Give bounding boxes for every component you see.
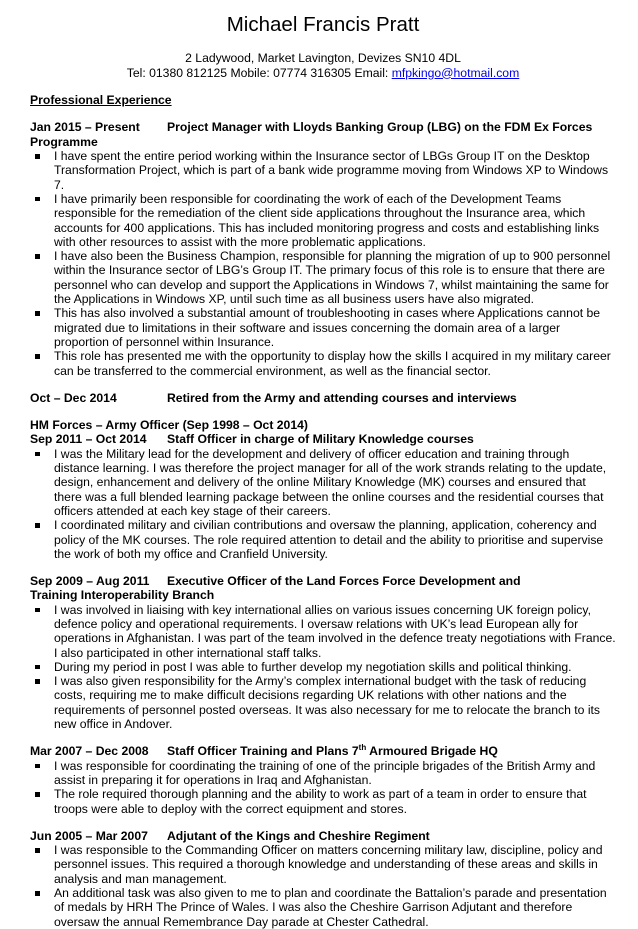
- cv-name: Michael Francis Pratt: [226, 13, 420, 36]
- job-heading: [30, 574, 616, 588]
- job-bullets: [30, 759, 616, 816]
- job-entry: [30, 829, 616, 929]
- job-date: Oct – Dec 2014: [30, 390, 117, 405]
- section-title: Professional Experience: [30, 93, 172, 108]
- job-bullets: [30, 447, 616, 561]
- contact-line: [30, 66, 616, 81]
- job-date: Sep 2011 – Oct 2014: [30, 432, 147, 447]
- job-title: Executive Officer of the Land Forces Force Development and: [167, 574, 521, 589]
- cv-page: [30, 12, 616, 929]
- job-entry: [30, 391, 616, 405]
- job-heading: [30, 391, 616, 405]
- job-entry: [30, 744, 616, 815]
- job-heading: [30, 432, 616, 446]
- bullet-item: I was also given responsibility for the Army’s complex international budget with the task of reducing costs, requiring me to make difficult decisions regarding UK relations with other nations and the requirements of personnel posted overseas. It was also necessary for me to relocate the branch to its new office in Andover.: [30, 674, 616, 731]
- job-heading: [30, 744, 616, 758]
- bullet-item: The role required thorough planning and the ability to work as part of a team in order to ensure that troops were able to deploy with the correct equipment and stores.: [30, 787, 616, 816]
- job-bullets: [30, 149, 616, 378]
- job-date: Mar 2007 – Dec 2008: [30, 744, 149, 759]
- employer-heading: HM Forces – Army Officer (Sep 1998 – Oct 2014): [30, 418, 308, 433]
- bullet-item: I was involved in liaising with key international allies on various issues concerning UK foreign policy, defence policy and operational requirements. I oversaw relations with UK’s lead European ally for operations in Afghanistan. I was part of the team involved in the defence treaty negotiations with France. I also participated in other international staff talks.: [30, 603, 616, 660]
- bullet-item: During my period in post I was able to further develop my negotiation skills and political thinking.: [30, 660, 616, 674]
- email-link[interactable]: mfpkingo@hotmail.com: [391, 65, 520, 80]
- bullet-item: I was the Military lead for the development and delivery of officer education and training through distance learning. I was therefore the project manager for all of the work strands relating to the update, design, enhancement and delivery of the online Military Knowledge (MK) courses and ensured that there was a full blended learning package between the online courses and the residential courses that officers attended at each key stage of their careers.: [30, 447, 616, 518]
- bullet-item: I have spent the entire period working within the Insurance sector of LBGs Group IT on the Desktop Transformation Project, which is part of a bank wide programme moving from Windows XP to Windows 7.: [30, 149, 616, 192]
- job-title-rest: Armoured Brigade HQ: [366, 744, 498, 759]
- bullet-item: I have primarily been responsible for coordinating the work of each of the Development Teams responsible for the remediation of the client side applications throughout the Insurance area, which accounts for 400 applications. This has included monitoring progress and costs and establishing links with other resources to assist with the more problematic applications.: [30, 192, 616, 249]
- job-title: Retired from the Army and attending courses and interviews: [167, 390, 517, 405]
- address-line: 2 Ladywood, Market Lavington, Devizes SN10 4DL: [185, 51, 461, 65]
- job-title: Project Manager with Lloyds Banking Group (LBG) on the FDM Ex Forces: [167, 120, 593, 135]
- bullet-item: This role has presented me with the opportunity to display how the skills I acquired in my military career can be transferred to the commercial environment, as well as the financial sector.: [30, 349, 616, 378]
- job-title: Adjutant of the Kings and Cheshire Regiment: [167, 828, 430, 843]
- bullet-item: I was responsible for coordinating the training of one of the principle brigades of the British Army and assist in preparing it for operations in Iraq and Afghanistan.: [30, 759, 616, 788]
- job-date: Sep 2009 – Aug 2011: [30, 574, 150, 589]
- job-title-main: Staff Officer Training and Plans 7: [167, 744, 359, 759]
- job-entry: [30, 120, 616, 377]
- contact-details: Tel: 01380 812125 Mobile: 07774 316305 Email:: [126, 65, 392, 80]
- job-bullets: [30, 843, 616, 929]
- job-heading: [30, 120, 616, 134]
- bullet-item: I have also been the Business Champion, responsible for planning the migration of up to 900 personnel within the Insurance sector of LBG’s Group IT. The primary focus of this role is to ensure that there are personnel who can develop and support the Applications in Windows 7, whilst maintaining the same for the Applications in Windows XP, until such time as all business users have also migrated.: [30, 249, 616, 306]
- job-title-continued: Training Interoperability Branch: [30, 588, 215, 603]
- job-date: Jan 2015 – Present: [30, 120, 140, 135]
- bullet-item: I was responsible to the Commanding Officer on matters concerning military law, discipline, policy and personnel issues. This required a thorough knowledge and understanding of these areas and skills in analysis and man management.: [30, 843, 616, 886]
- job-bullets: [30, 603, 616, 732]
- job-title-superscript: th: [358, 743, 367, 753]
- job-date: Jun 2005 – Mar 2007: [30, 828, 148, 843]
- job-title: Staff Officer in charge of Military Knowledge courses: [167, 432, 474, 447]
- job-entry: [30, 574, 616, 731]
- job-title-continued: Programme: [30, 134, 98, 149]
- job-entry: [30, 418, 616, 561]
- bullet-item: I coordinated military and civilian contributions and oversaw the planning, application, coherency and policy of the MK courses. The role required attention to detail and the ability to prioritise and supervise the work of both my office and Cranfield University.: [30, 518, 616, 561]
- bullet-item: This has also involved a substantial amount of troubleshooting in cases where Applications cannot be migrated due to limitations in their software and issues concerning the domain area of a larger proportion of personnel within Insurance.: [30, 306, 616, 349]
- bullet-item: An additional task was also given to me to plan and coordinate the Battalion’s parade and presentation of medals by HRH The Prince of Wales. I was also the Cheshire Garrison Adjutant and therefore oversaw the annual Remembrance Day parade at Chester Cathedral.: [30, 886, 616, 929]
- job-title: [167, 744, 498, 758]
- job-heading: [30, 829, 616, 843]
